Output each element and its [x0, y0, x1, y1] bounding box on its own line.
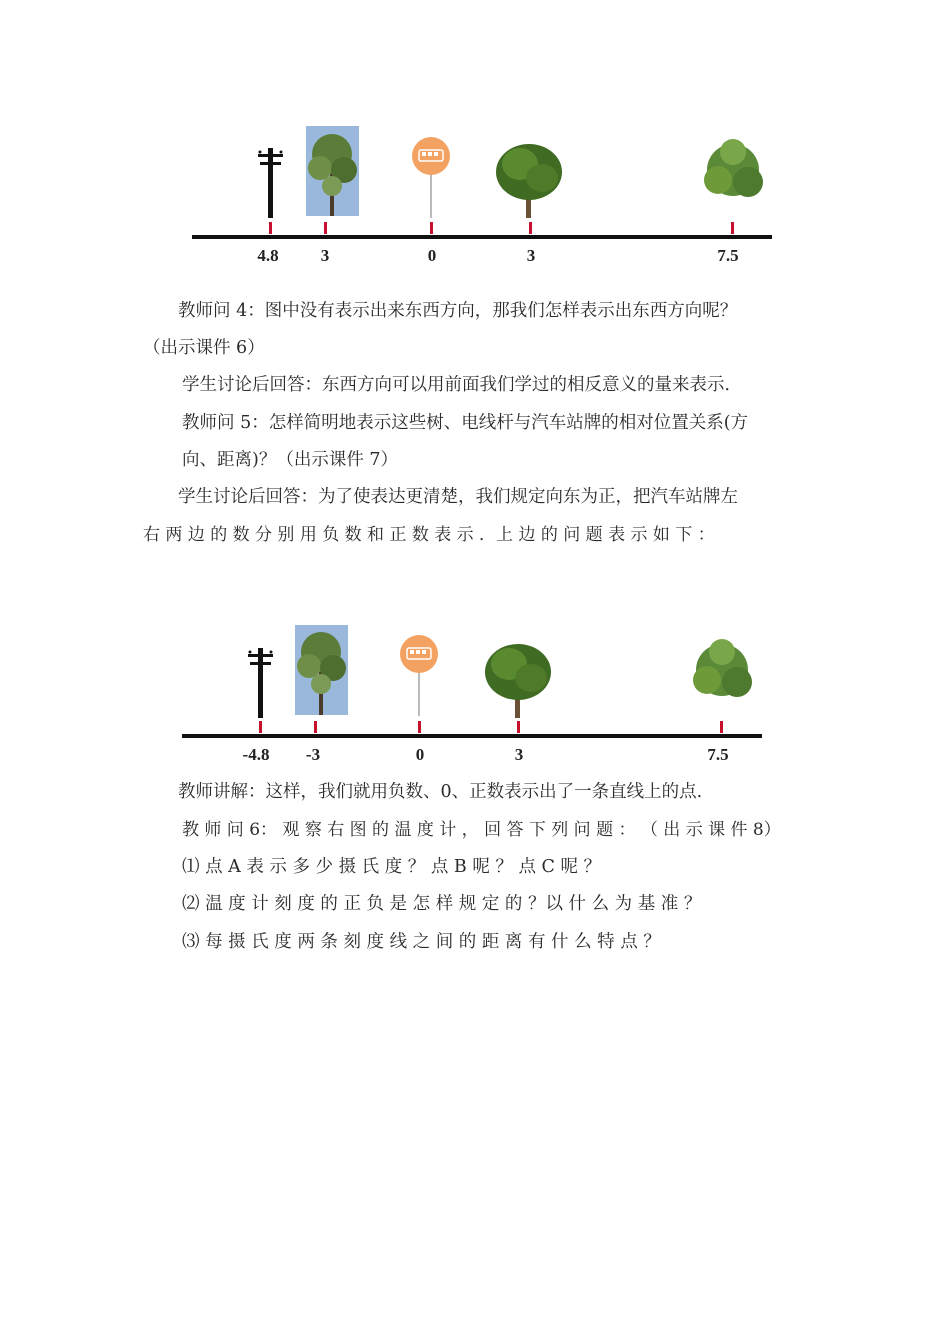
tick: [720, 721, 723, 733]
tick-label: 0: [415, 745, 425, 764]
tick: [529, 222, 532, 234]
bus-stop-sign-icon: [400, 635, 438, 716]
axis-line: [192, 235, 772, 239]
axis-line: [182, 734, 762, 738]
tick-label: 7.5: [707, 745, 729, 764]
tree-photo-icon: [295, 625, 348, 715]
tick-label: 4.8: [257, 246, 279, 265]
tree-photo-icon: [306, 126, 359, 216]
question-item: ⑴ 点 A 表 示 多 少 摄 氏 度 ？ 点 B 呢 ？ 点 C 呢 ？: [182, 857, 602, 877]
question-item: ⑶ 每 摄 氏 度 两 条 刻 度 线 之 间 的 距 离 有 什 么 特 点 ？: [182, 932, 661, 952]
teacher-explanation: 教师讲解：这样，我们就用负数、0、正数表示出了一条直线上的点.: [178, 782, 703, 802]
tick: [517, 721, 520, 733]
number-line-figure-2: [170, 618, 770, 768]
tick: [418, 721, 421, 733]
teacher-question-5-line1: 教师问 5：怎样简明地表示这些树、电线杆与汽车站牌的相对位置关系(方: [182, 413, 749, 433]
teacher-question-4-line1: 教师问 4：图中没有表示出来东西方向，那我们怎样表示出东西方向呢？: [178, 301, 738, 321]
number-line-svg-2: [170, 618, 770, 768]
tick: [324, 222, 327, 234]
tick-label: 3: [320, 246, 330, 265]
bus-stop-sign-icon: [412, 137, 450, 218]
tick: [430, 222, 433, 234]
tick-label: 0: [427, 246, 437, 265]
tick-label: 3: [514, 745, 524, 764]
tick-label: 3: [526, 246, 536, 265]
teacher-question-5-line2: 向、距离)？（出示课件 7）: [182, 450, 399, 470]
number-line-figure-1: [180, 120, 780, 270]
number-line-svg-1: [180, 120, 780, 270]
tick-label: -4.8: [242, 745, 270, 764]
question-item: ⑵ 温 度 计 刻 度 的 正 负 是 怎 样 规 定 的 ？以 什 么 为 基 准 ？: [182, 894, 702, 914]
student-answer-2-line2: 右 两 边 的 数 分 别 用 负 数 和 正 数 表 示 ．上 边 的 问 题 表 示 如 下 ：: [143, 525, 715, 545]
teacher-question-4-line2: （出示课件 6）: [143, 338, 265, 358]
leafy-tree-icon: [704, 139, 763, 197]
student-answer-2-line1: 学生讨论后回答：为了使表达更清楚，我们规定向东为正，把汽车站牌左: [178, 487, 738, 507]
leafy-tree-icon: [693, 639, 752, 697]
utility-pole-icon: [248, 648, 273, 718]
tick: [269, 222, 272, 234]
willow-tree-icon: [485, 644, 551, 718]
tick-label: -3: [305, 745, 321, 764]
utility-pole-icon: [258, 148, 283, 218]
tick: [731, 222, 734, 234]
tick: [314, 721, 317, 733]
tick: [259, 721, 262, 733]
willow-tree-icon: [496, 144, 562, 218]
teacher-question-6: 教 师 问 6： 观 察 右 图 的 温 度 计 ， 回 答 下 列 问 题 ： （ 出 示 课 件 8）: [182, 820, 781, 840]
student-answer-1: 学生讨论后回答：东西方向可以用前面我们学过的相反意义的量来表示．: [182, 375, 742, 395]
tick-label: 7.5: [717, 246, 739, 265]
